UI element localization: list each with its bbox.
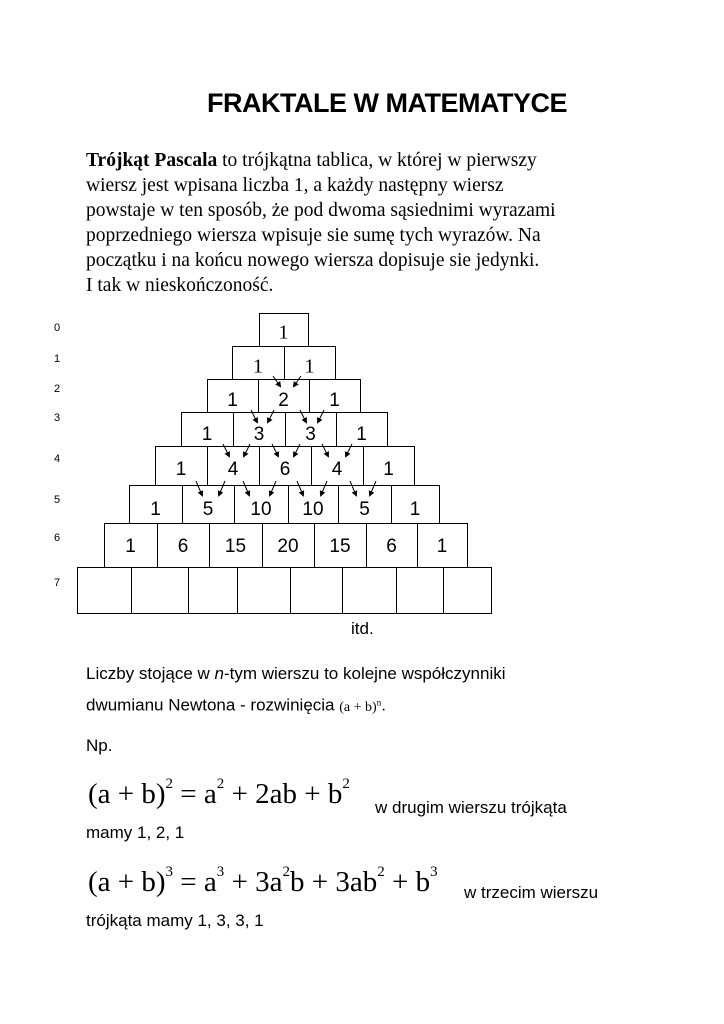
equation-1-continuation: mamy 1, 2, 1 — [86, 823, 185, 842]
triangle-number: 1 — [175, 459, 187, 480]
triangle-number: 5 — [202, 499, 214, 520]
paragraph-line-1: Liczby stojące w n-tym wierszu to kolejne współczynniki — [86, 664, 506, 683]
intro-line-6: I tak w nieskończoność. — [86, 275, 274, 296]
row-label: 4 — [54, 453, 61, 465]
triangle-number: 1 — [253, 355, 263, 378]
triangle-number: 4 — [227, 459, 239, 480]
equation-2-note: w trzecim wierszu — [464, 883, 599, 902]
arrow-line — [196, 481, 202, 495]
arrow-line — [244, 444, 250, 456]
triangle-number: 6 — [177, 536, 189, 557]
triangle-number: 1 — [329, 390, 340, 411]
arrow-line — [370, 481, 376, 495]
triangle-number: 1 — [436, 536, 448, 557]
row-label: 5 — [54, 494, 61, 506]
arrow-line — [346, 444, 352, 456]
equation-2-continuation: trójkąta mamy 1, 3, 3, 1 — [86, 911, 264, 930]
triangle-number: 1 — [304, 355, 315, 378]
triangle-number: 4 — [331, 459, 343, 480]
triangle-number: 1 — [227, 390, 238, 411]
arrow-line — [273, 376, 280, 386]
triangle-number: 10 — [302, 499, 324, 520]
triangle-number: 2 — [278, 390, 289, 411]
arrow-line — [318, 410, 324, 422]
arrow-line — [321, 481, 327, 495]
intro-line-4: poprzedniego wiersza wpisuje sie sumę tych wyrazów. Na — [86, 225, 541, 246]
n-italic: n — [214, 664, 224, 683]
triangle-number: 6 — [386, 536, 397, 557]
arrow-line — [294, 376, 301, 386]
triangle-number: 15 — [224, 536, 247, 557]
arrow-line — [251, 410, 257, 422]
arrow-line — [268, 410, 274, 422]
triangle-number: 10 — [250, 499, 272, 520]
triangle-number: 15 — [329, 536, 351, 557]
arrow-line — [297, 481, 303, 495]
row-label: 3 — [54, 412, 61, 424]
row-label: 2 — [54, 383, 61, 395]
equation-cube: $(a + b)^3 = a^3 + 3a^2b + 3ab^2 + b^3$ — [88, 864, 438, 898]
triangle-number: 3 — [305, 424, 316, 445]
row-label: 1 — [54, 353, 61, 365]
intro-line-1: to trójkątna tablica, w której w pierwszy — [217, 150, 537, 171]
triangle-number: 1 — [383, 459, 394, 480]
example-label: Np. — [86, 736, 113, 755]
arrow-line — [322, 444, 328, 456]
intro-line-2: wiersz jest wpisana liczba 1, a każdy następny wiersz — [86, 175, 504, 196]
triangle-number: 5 — [359, 499, 370, 520]
equation-1-note: w drugim wierszu trójkąta — [375, 798, 567, 817]
arrow-line — [243, 481, 249, 495]
triangle-number: 20 — [277, 536, 299, 557]
page-title: FRAKTALE W MATEMATYCE — [207, 88, 567, 118]
arrow-line — [223, 444, 229, 456]
triangle-number: 6 — [279, 459, 291, 480]
intro-line-5: początku i na końcu nowego wiersza dopisuje sie jedynki. — [86, 250, 540, 271]
arrow-line — [270, 481, 276, 495]
arrow-line — [350, 481, 356, 495]
paragraph-line-2: dwumianu Newtona - rozwinięcia $(a + b)^n$. — [86, 695, 386, 715]
row-label: 7 — [54, 577, 61, 589]
equation-square: $(a + b)^2 = a^2 + 2ab + b^2$ — [88, 776, 350, 810]
row-label: 0 — [54, 322, 61, 334]
arrow-line — [219, 481, 225, 495]
etc-label: itd. — [351, 619, 374, 638]
arrow-line — [300, 410, 306, 422]
triangle-number: 1 — [409, 499, 421, 520]
arrow-line — [294, 444, 300, 456]
triangle-number: 1 — [278, 321, 289, 344]
row-label: 6 — [54, 532, 61, 544]
binomial-formula: $(a + b)^n$ — [339, 697, 382, 715]
triangle-number: 1 — [356, 424, 367, 445]
triangle-number: 1 — [125, 536, 136, 557]
intro-line-3: powstaje w ten sposób, że pod dwoma sąsiednimi wyrazami — [86, 200, 556, 221]
arrow-line — [272, 444, 278, 456]
triangle-number: 1 — [150, 499, 161, 520]
triangle-number: 3 — [253, 424, 265, 445]
term-pascal-triangle: Trójkąt Pascala — [86, 150, 218, 171]
triangle-number: 1 — [201, 424, 213, 445]
